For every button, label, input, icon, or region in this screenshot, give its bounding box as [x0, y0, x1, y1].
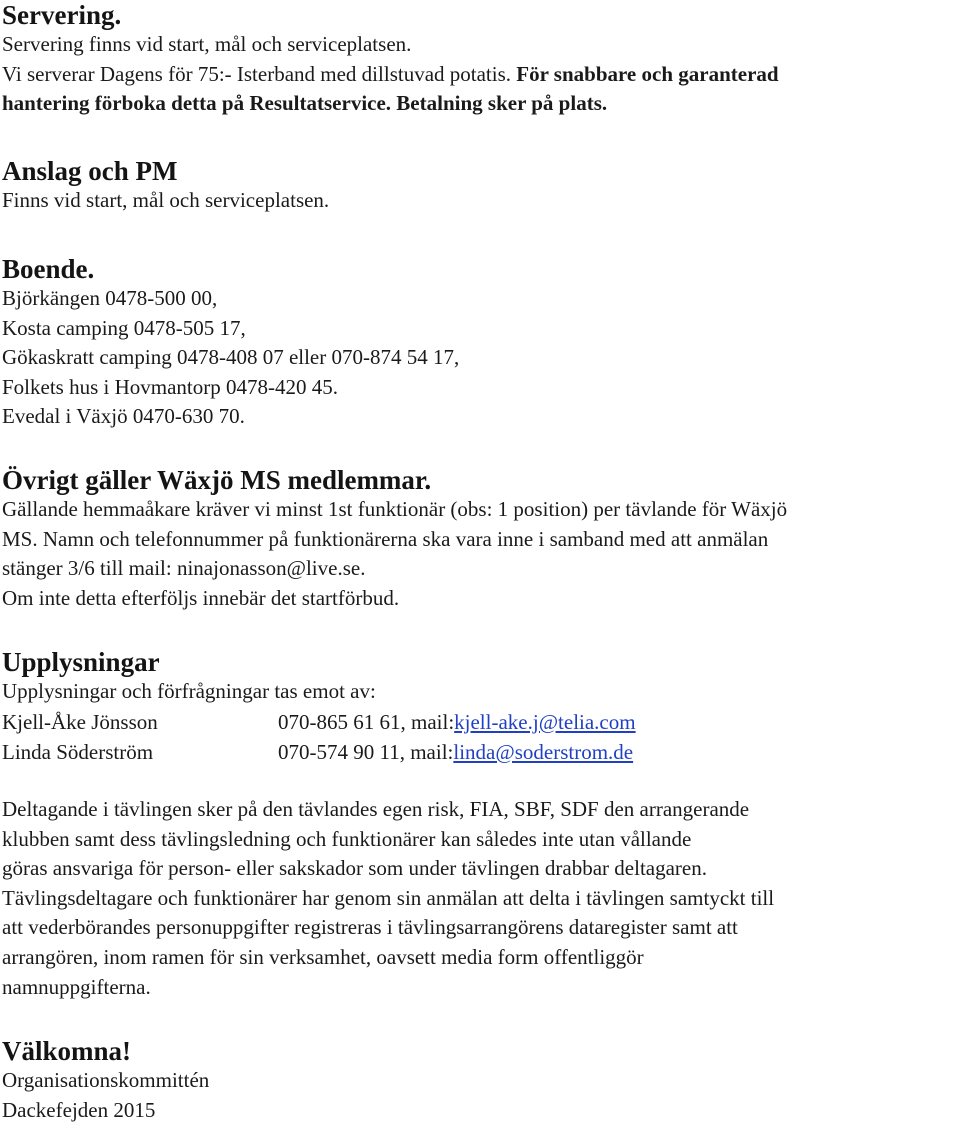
servering-line-1: Servering finns vid start, mål och serviceplatsen. — [2, 32, 412, 56]
section-disclaimer — [2, 795, 774, 1002]
ovrigt-line: Om inte detta efterföljs innebär det startförbud. — [2, 585, 400, 610]
ovrigt-line: stänger 3/6 till mail: ninajonasson@live.se. — [2, 556, 366, 581]
boende-line: Björkängen 0478-500 00, — [2, 286, 218, 310]
servering-line-2-plain: Vi serverar Dagens för 75:- Isterband med dillstuvad potatis. — [2, 61, 517, 86]
boende-line: Evedal i Växjö 0470-630 70. — [2, 404, 245, 429]
section-boende — [2, 254, 459, 432]
contact-phone: 070-865 61 61, mail: — [278, 709, 455, 734]
disclaimer-line: namnuppgifterna. — [2, 974, 151, 999]
anslag-heading: Anslag och PM — [2, 156, 178, 186]
section-ovrigt — [2, 465, 787, 613]
servering-line-2 — [2, 60, 779, 90]
boende-line: Folkets hus i Hovmantorp 0478-420 45. — [2, 374, 338, 399]
closing-heading: Välkomna! — [2, 1036, 132, 1066]
ovrigt-heading: Övrigt gäller Wäxjö MS medlemmar. — [2, 465, 432, 495]
contact-name: Kjell-Åke Jönsson — [2, 709, 158, 734]
closing-org: Organisationskommittén — [2, 1068, 210, 1092]
servering-line-3: hantering förboka detta på Resultatservice. Betalning sker på plats. — [2, 91, 608, 116]
boende-line: Gökaskratt camping 0478-408 07 eller 070-874 54 17, — [2, 345, 460, 370]
contact-row — [2, 707, 636, 737]
closing-event: Dackefejden 2015 — [2, 1097, 156, 1122]
ovrigt-line: Gällande hemmaåkare kräver vi minst 1st funktionär (obs: 1 position) per tävlande för Wäxjö — [2, 497, 788, 521]
section-closing — [2, 1036, 209, 1125]
contact-email-link[interactable]: kjell-ake.j@telia.com — [454, 709, 636, 734]
disclaimer-line: arrangören, inom ramen för sin verksamhet, oavsett media form offentliggör — [2, 944, 644, 969]
upplysningar-heading: Upplysningar — [2, 647, 160, 677]
contact-row — [2, 737, 636, 767]
disclaimer-line: Deltagande i tävlingen sker på den tävlandes egen risk, FIA, SBF, SDF den arrangerande — [2, 797, 750, 821]
disclaimer-line: klubben samt dess tävlingsledning och funktionärer kan således inte utan vållande — [2, 826, 692, 851]
upplysningar-intro: Upplysningar och förfrågningar tas emot av: — [2, 679, 376, 703]
section-servering — [2, 0, 779, 119]
boende-heading: Boende. — [2, 254, 95, 284]
boende-line: Kosta camping 0478-505 17, — [2, 315, 246, 340]
servering-line-2-bold: För snabbare och garanterad — [516, 61, 779, 86]
servering-heading: Servering. — [2, 0, 122, 30]
disclaimer-line: Tävlingsdeltagare och funktionärer har genom sin anmälan att delta i tävlingen samtyckt till — [2, 885, 775, 910]
ovrigt-line: MS. Namn och telefonnummer på funktionärerna ska vara inne i samband med att anmälan — [2, 526, 769, 551]
disclaimer-line: att vederbörandes personuppgifter registreras i tävlingsarrangörens dataregister samt att — [2, 915, 738, 940]
contact-phone: 070-574 90 11, mail: — [278, 739, 454, 764]
contact-name: Linda Söderström — [2, 739, 154, 764]
anslag-line-1: Finns vid start, mål och serviceplatsen. — [2, 188, 330, 212]
contact-email-link[interactable]: linda@soderstrom.de — [453, 739, 634, 764]
section-upplysningar — [2, 647, 636, 767]
section-anslag — [2, 156, 329, 216]
disclaimer-line: göras ansvariga för person- eller sakskador som under tävlingen drabbar deltagaren. — [2, 856, 707, 881]
